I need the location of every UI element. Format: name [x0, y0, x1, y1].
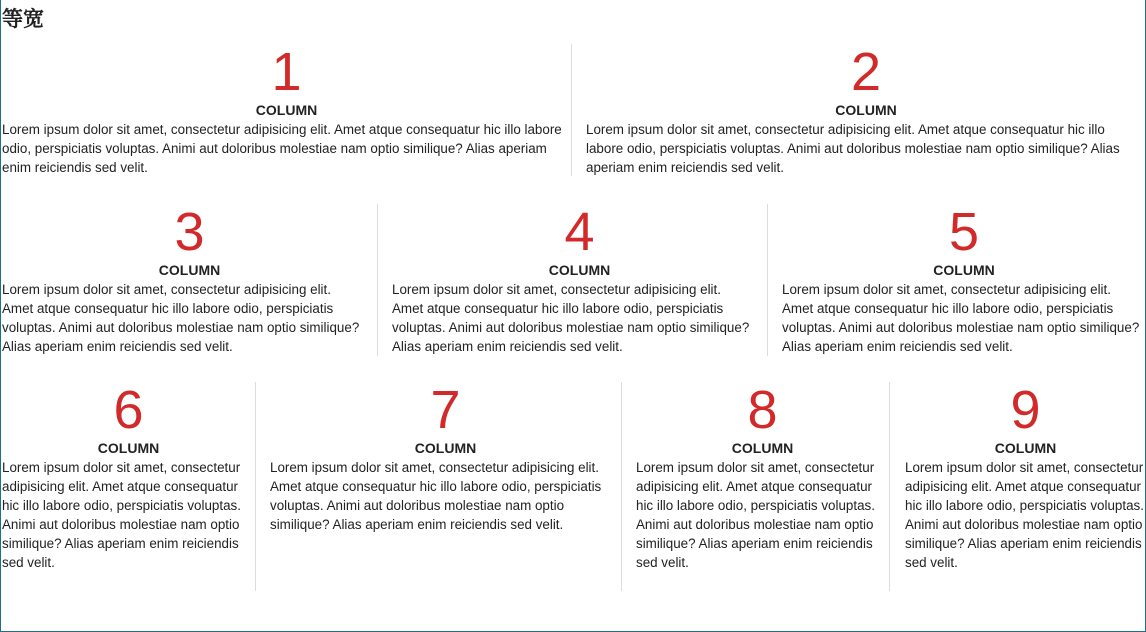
column-label: COLUMN — [548, 262, 611, 278]
column-text: Lorem ipsum dolor sit amet, consectetur adipisicing elit. Amet atque consequatur hic illo labore odio, perspiciatis voluptas. Animi aut doloribus molestiae nam optio similique? Alias aperiam enim reiciendis sed velit. — [782, 282, 1140, 354]
column-text: Lorem ipsum dolor sit amet, consectetur adipisicing elit. Amet atque consequatur hic illo labore odio, perspiciatis voluptas. Animi aut doloribus molestiae nam optio similique? Alias aperiam enim reiciendis sed velit. — [636, 460, 875, 570]
column-number: 3 — [174, 202, 205, 262]
column-1 — [0, 44, 572, 176]
column-label: COLUMN — [414, 440, 477, 456]
column-number: 8 — [747, 380, 778, 440]
column-label: COLUMN — [255, 102, 318, 118]
column-label: COLUMN — [97, 440, 160, 456]
column-2 — [572, 44, 1146, 176]
column-5 — [768, 204, 1146, 356]
row-two-columns — [0, 44, 1146, 176]
page-title: 等宽 — [2, 7, 44, 31]
column-label: COLUMN — [835, 102, 897, 118]
column-8 — [622, 382, 890, 591]
column-3 — [0, 204, 378, 356]
column-label: COLUMN — [994, 440, 1057, 456]
column-number: 7 — [430, 380, 461, 440]
column-9 — [890, 382, 1146, 591]
column-text: Lorem ipsum dolor sit amet, consectetur adipisicing elit. Amet atque consequatur hic illo labore odio, perspiciatis voluptas. Animi aut doloribus molestiae nam optio similique? Alias aperiam enim reiciendis sed velit. — [586, 122, 1120, 175]
column-number: 4 — [564, 202, 595, 262]
row-three-columns — [0, 204, 1146, 356]
column-label: COLUMN — [731, 440, 794, 456]
column-4 — [378, 204, 768, 356]
column-text: Lorem ipsum dolor sit amet, consectetur adipisicing elit. Amet atque consequatur hic illo labore odio, perspiciatis voluptas. Animi aut doloribus molestiae nam optio similique? Alias aperiam enim reiciendis sed velit. — [2, 122, 562, 175]
column-text: Lorem ipsum dolor sit amet, consectetur adipisicing elit. Amet atque consequatur hic illo labore odio, perspiciatis voluptas. Animi aut doloribus molestiae nam optio similique? Alias aperiam enim reiciendis sed velit. — [2, 460, 241, 570]
column-7 — [256, 382, 622, 591]
column-number: 6 — [113, 380, 144, 440]
column-text: Lorem ipsum dolor sit amet, consectetur adipisicing elit. Amet atque consequatur hic illo labore odio, perspiciatis voluptas. Animi aut doloribus molestiae nam optio similique? Alias aperiam enim reiciendis sed velit. — [905, 460, 1144, 570]
column-number: 1 — [271, 42, 302, 102]
column-text: Lorem ipsum dolor sit amet, consectetur adipisicing elit. Amet atque consequatur hic illo labore odio, perspiciatis voluptas. Animi aut doloribus molestiae nam optio similique? Alias aperiam enim reiciendis sed velit. — [270, 460, 602, 532]
column-number: 9 — [1010, 380, 1041, 440]
row-four-columns — [0, 382, 1146, 591]
column-6 — [0, 382, 256, 591]
column-text: Lorem ipsum dolor sit amet, consectetur adipisicing elit. Amet atque consequatur hic illo labore odio, perspiciatis voluptas. Animi aut doloribus molestiae nam optio similique? Alias aperiam enim reiciendis sed velit. — [2, 282, 360, 354]
column-text: Lorem ipsum dolor sit amet, consectetur adipisicing elit. Amet atque consequatur hic illo labore odio, perspiciatis voluptas. Animi aut doloribus molestiae nam optio similique? Alias aperiam enim reiciendis sed velit. — [392, 282, 750, 354]
column-number: 2 — [850, 42, 882, 102]
column-label: COLUMN — [158, 262, 221, 278]
column-label: COLUMN — [933, 262, 995, 278]
column-number: 5 — [948, 202, 980, 262]
